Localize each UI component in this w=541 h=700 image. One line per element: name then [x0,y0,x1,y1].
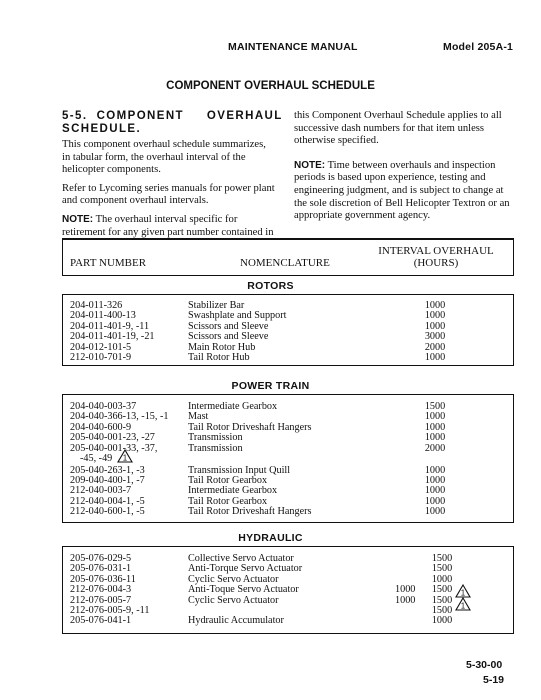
col-header-interval [378,245,494,269]
part-number: 205-076-036-11 [70,573,136,585]
nomenclature: Transmission [188,432,243,444]
part-number: 212-076-005-9, -11 [70,605,150,616]
nomenclature: Anti-Torque Servo Actuator [188,563,303,575]
revision-number: 1 [122,453,128,463]
table-row [0,353,541,363]
table-left-rule [62,238,63,276]
col-header-nomenclature: NOMENCLATURE [240,257,330,269]
part-number: 204-011-326 [70,300,123,311]
nomenclature: Transmission [188,442,243,454]
intro-paragraph: This component overhaul schedule summarizes, in tabular form, the overhaul interval of the helicopter components. [62,139,266,176]
part-number: 212-010-701-9 [70,352,132,363]
interval: 1000 [424,310,446,322]
continuation-paragraph: this Component Overhaul Schedule applies to all successive dash numbers for that item unless otherwise specified. [294,110,502,147]
interval: 1000 [431,615,453,627]
note-label: NOTE: [294,159,326,171]
group-rule [62,394,514,395]
interval: 1000 [424,506,446,518]
revision-number: 1 [460,588,466,598]
part-number: 205-040-263-1, -3 [70,464,145,476]
group-title-rotors: ROTORS [247,280,294,292]
part-number: 204-012-101-5 [70,341,132,353]
interval: 2000 [424,442,446,454]
interval: 1000 [424,464,446,476]
interval: 1000 [424,432,446,444]
col-header-interval-line1: INTERVAL OVERHAUL [378,245,494,257]
interval: 1500 [431,563,453,575]
part-number: 209-040-400-1, -7 [70,474,145,486]
part-number: 212-040-600-1, -5 [70,506,145,518]
part-number: 212-040-003-7 [70,485,132,497]
group-rule [62,522,514,523]
note-text: Time between overhauls and inspection periods is based upon experience, testing and engineering judgment, and is subject to change at the sole discretion of Bell Helicopter Textron or an appropriate government agency. [294,159,510,222]
lycoming-paragraph: Refer to Lycoming series manuals for power plant and component overhaul intervals. [62,182,275,207]
table-row [0,454,541,464]
page-title: COMPONENT OVERHAUL SCHEDULE [166,80,375,92]
nomenclature: Collective Servo Actuator [188,553,294,564]
group-title-hydraulic: HYDRAULIC [238,532,303,544]
section-code: 5-30-00 [466,659,503,671]
group-title-power-train: POWER TRAIN [231,380,310,392]
col-header-interval-line2: (HOURS) [413,257,459,269]
nomenclature: Anti-Toque Servo Actuator [188,584,299,596]
interval: 1500 [424,401,446,412]
part-number: 212-040-004-1, -5 [70,495,145,507]
nomenclature: Swashplate and Support [188,310,287,322]
interval: 1000 [424,495,446,507]
nomenclature: Scissors and Sleeve [188,331,269,343]
nomenclature: Tail Rotor Driveshaft Hangers [188,421,312,433]
section-heading-line2: SCHEDULE. [62,123,142,135]
part-number: 204-011-401-19, -21 [70,331,155,343]
nomenclature: Stabilizer Bar [188,300,245,311]
nomenclature: Scissors and Sleeve [188,320,269,332]
part-number: 205-040-001-23, -27 [70,432,155,444]
part-number: 212-076-005-7 [70,594,132,606]
page-number: 5-19 [483,674,505,686]
note-label: NOTE: [62,213,94,225]
part-number: 205-040-001-33, -37, [70,442,158,454]
part-number: 204-040-366-13, -15, -1 [70,411,169,423]
part-number: 205-076-029-5 [70,553,132,564]
part-number: 212-076-004-3 [70,584,132,596]
intro-right-column [294,110,514,229]
nomenclature: Intermediate Gearbox [188,485,278,497]
note-retirement [62,214,275,239]
group-rule [62,365,514,366]
part-number: 205-076-031-1 [70,563,132,575]
part-number: 204-040-003-37 [70,401,137,412]
nomenclature: Main Rotor Hub [188,341,256,353]
interval: 1500 [431,594,453,606]
part-number: 204-011-401-9, -11 [70,320,150,332]
part-number: -45, -49 [80,453,113,464]
interval: 1000 [424,421,446,433]
model-label: Model 205A-1 [443,41,514,53]
part-number: 205-076-041-1 [70,615,132,627]
interval: 1500 [431,584,453,596]
section-heading-line1: 5-5. COMPONENT OVERHAUL [62,110,283,122]
manual-title: MAINTENANCE MANUAL [228,41,358,53]
nomenclature: Tail Rotor Hub [188,352,250,363]
interval: 1000 [424,485,446,497]
nomenclature: Transmission Input Quill [188,464,291,476]
part-number: 204-011-400-13 [70,310,136,322]
interval: 1000 [431,573,453,585]
table-top-rule [62,238,514,240]
note-text: The overhaul interval specific for retirement for any given part number contained in [62,213,274,238]
interval-prior: 1000 [395,594,416,606]
revision-number: 1 [460,601,466,611]
nomenclature: Cyclic Servo Actuator [188,594,279,606]
intro-left-column [62,110,283,245]
header-bottom-rule [62,275,514,276]
interval: 1500 [431,553,453,564]
interval: 1500 [431,605,453,616]
interval-prior: 1000 [395,584,416,596]
table-right-rule [513,238,514,276]
revision-triangle-icon [117,449,133,466]
interval: 1000 [424,300,446,311]
interval: 1000 [424,320,446,332]
group-rule [62,633,514,634]
interval: 2000 [424,341,446,353]
nomenclature: Intermediate Gearbox [188,401,278,412]
table-row [0,507,541,517]
note-inspection [294,160,514,223]
interval: 1000 [424,474,446,486]
group-rule [62,294,514,295]
nomenclature: Cyclic Servo Actuator [188,573,279,585]
nomenclature: Tail Rotor Gearbox [188,495,268,507]
nomenclature: Tail Rotor Driveshaft Hangers [188,506,312,518]
nomenclature: Hydraulic Accumulator [188,615,284,627]
table-row [0,616,541,626]
interval: 1000 [424,352,446,363]
group-rule [62,546,514,547]
interval: 3000 [424,331,446,343]
col-header-part-number: PART NUMBER [70,257,147,269]
nomenclature: Tail Rotor Gearbox [188,474,268,486]
interval: 1000 [424,411,446,423]
nomenclature: Mast [188,411,209,423]
part-number: 204-040-600-9 [70,421,132,433]
section-heading [62,110,283,136]
